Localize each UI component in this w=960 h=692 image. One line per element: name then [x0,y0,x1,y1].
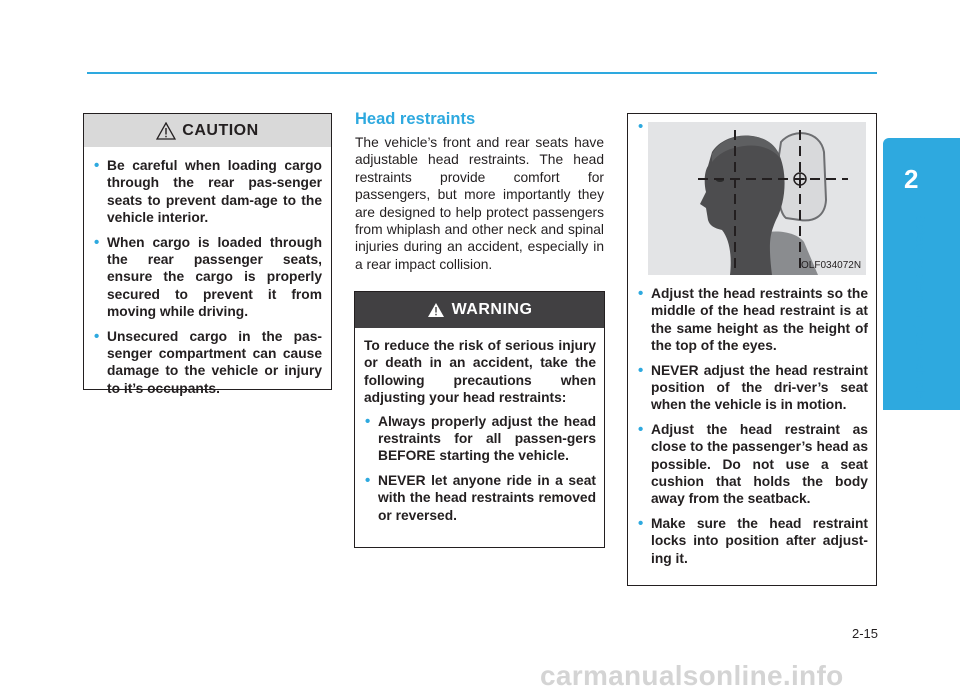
warning-list [364,413,596,524]
head-restraint-illustration [648,122,866,275]
caution-header [84,114,331,147]
head-restraint-drawing [648,122,866,275]
continued-item: • Adjust the head restraints so the middle of the head restraint is at the same height as the height of the top of the eyes. [637,285,868,355]
caution-item: • Unsecured cargo in the pas-senger compartment can cause damage to the vehicle or injury to it’s occupants. [93,328,322,398]
continued-list [637,285,868,574]
caution-box [83,113,332,396]
continued-item: • NEVER adjust the head restraint position of the dri-ver’s seat when the vehicle is in motion. [637,362,868,414]
caution-heading: CAUTION [182,121,259,139]
warning-item: • Always properly adjust the head restraints for all passen-gers BEFORE starting the vehicle. [364,413,596,465]
warning-item: • NEVER let anyone ride in a seat with the head restraints removed or reversed. [364,472,596,524]
head-restraint-shape [777,133,826,220]
chapter-title: Safety system of your vehicle [913,214,928,401]
caution-item: • When cargo is loaded through the rear passenger seats, ensure the cargo is properly secured to prevent it from moving while driving. [93,234,322,321]
caution-triangle-icon [156,122,176,140]
page-number: 2-15 [851,626,878,641]
chapter-number: 2 [904,164,919,194]
warning-header [355,292,604,328]
continued-item: • Adjust the head restraint as close to the passenger’s head as possible. Do not use a seat cushion that holds the body away from the seatback. [637,421,868,508]
figure-label: OLF034072N [801,260,862,271]
watermark: carmanualsonline.info [540,660,844,691]
caution-list [93,157,322,397]
warning-heading: WARNING [451,301,533,318]
caution-item: • Be careful when loading cargo through the rear pas-senger seats to prevent dam-age to the vehicle interior. [93,157,322,227]
warning-box [354,291,605,548]
continued-item: • Make sure the head restraint locks into position after adjust-ing it. [637,515,868,567]
figure-bullet: • [638,118,644,135]
warning-intro: To reduce the risk of serious injury or death in an accident, take the following precautions when adjusting your head restraints: [364,338,596,406]
section-body: The vehicle’s front and rear seats have adjustable head restraints. The head restraints provide comfort for passengers, but more importantly they are designed to help protect passengers from whiplash and other neck and spinal injuries during an accident, especially in a rear impact collision. [355,135,604,272]
top-rule [87,72,877,74]
section-title: Head restraints [355,110,476,128]
warning-triangle-icon [427,302,445,318]
